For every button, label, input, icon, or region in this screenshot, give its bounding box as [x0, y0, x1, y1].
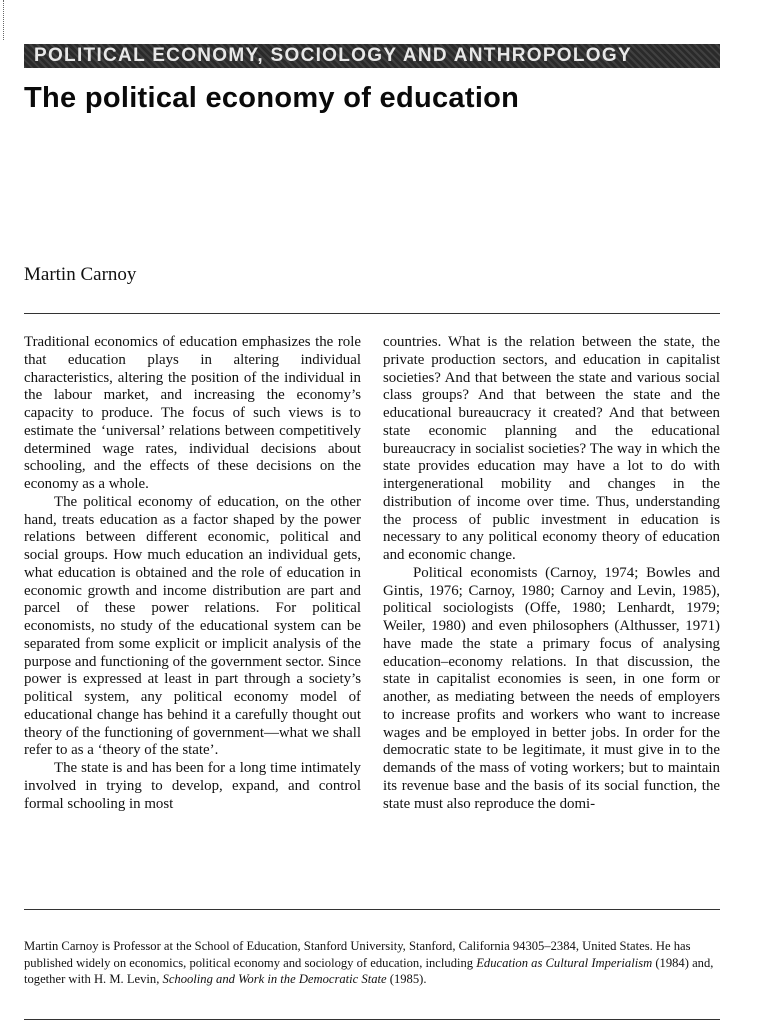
paragraph: The political economy of education, on the other hand, treats education as a factor shaped by the power relations between different economic, political and social groups. How much education an individual gets, what education is obtained and the role of education in economic growth and income distribution are part and parcel of these power relations. For political economists, no study of the educational system can be separated from some explicit or implicit analysis of the purpose and functioning of the government sector. Since power is expressed at least in part through a society’s political system, any political economy model of educational change has behind it a carefully thought out theory of the functioning of government—what we shall refer to as a ‘theory of the state’.: [24, 493, 361, 759]
footnote-text: (1985).: [386, 972, 427, 986]
book-title: Education as Cultural Imperialism: [476, 955, 653, 970]
footnote-text: Martin Carnoy is Professor at the School of Education, Stanford University, Stanford, California 94305–2384, United States. He has published widely on economics, political economy and sociology of education, including: [24, 939, 691, 970]
author-name: Martin Carnoy: [24, 264, 137, 285]
paragraph: Traditional economics of education emphasizes the role that education plays in altering individual characteristics, altering the position of the individual in the labour market, and increasing the economy’s capacity to produce. The focus of such views is to estimate the ‘universal’ relations between competitively determined wage rates, individual decisions about schooling, and the effects of these decisions on the economy as a whole.: [24, 334, 361, 492]
paragraph: Political economists (Carnoy, 1974; Bowles and Gintis, 1976; Carnoy, 1980; Carnoy and Levin, 1985), political sociologists (Offe, 1980; Lenhardt, 1979; Weiler, 1980) and even philosophers (Althusser, 1971) have made the state a primary focus of analysing education–economy relations. In that discussion, the state in capitalist economies is seen, in one form or another, as mediating between the needs of employers to increase profits and workers who want to increase wages and be employed in better jobs. In order for the democratic state to be legitimate, it must give in to the demands of the mass of voting workers; but to maintain its revenue base and the basis of its social function, the state must also reproduce the domi-: [383, 564, 720, 812]
bottom-divider: [24, 1019, 720, 1020]
paragraph: countries. What is the relation between the state, the private production sectors, and education in capitalist societies? And that between the state and various social class groups? And that between the state and the educational bureaucracy it created? And that between state economic planning and the educational bureaucracy in socialist societies? The way in which the state provides education may have a lot to do with intergenerational mobility and changes in the distribution of income over time. Thus, understanding the process of public investment in education is necessary to any political economy theory of education and economic change.: [383, 334, 720, 563]
paragraph: The state is and has been for a long time intimately involved in trying to develop, expand, and control formal schooling in most: [24, 760, 361, 812]
footnote-text: (1984) and, together with H. M. Levin,: [24, 955, 714, 986]
author-footnote: [24, 938, 720, 988]
margin-mark: [3, 0, 5, 40]
footnote-divider: [24, 909, 720, 910]
top-divider: [24, 313, 720, 314]
book-title: Schooling and Work in the Democratic State: [162, 972, 387, 986]
article-title: The political economy of education: [24, 82, 520, 114]
right-column: [383, 334, 720, 813]
left-column: [24, 334, 361, 813]
section-banner: POLITICAL ECONOMY, SOCIOLOGY AND ANTHROPOLOGY: [24, 44, 720, 68]
